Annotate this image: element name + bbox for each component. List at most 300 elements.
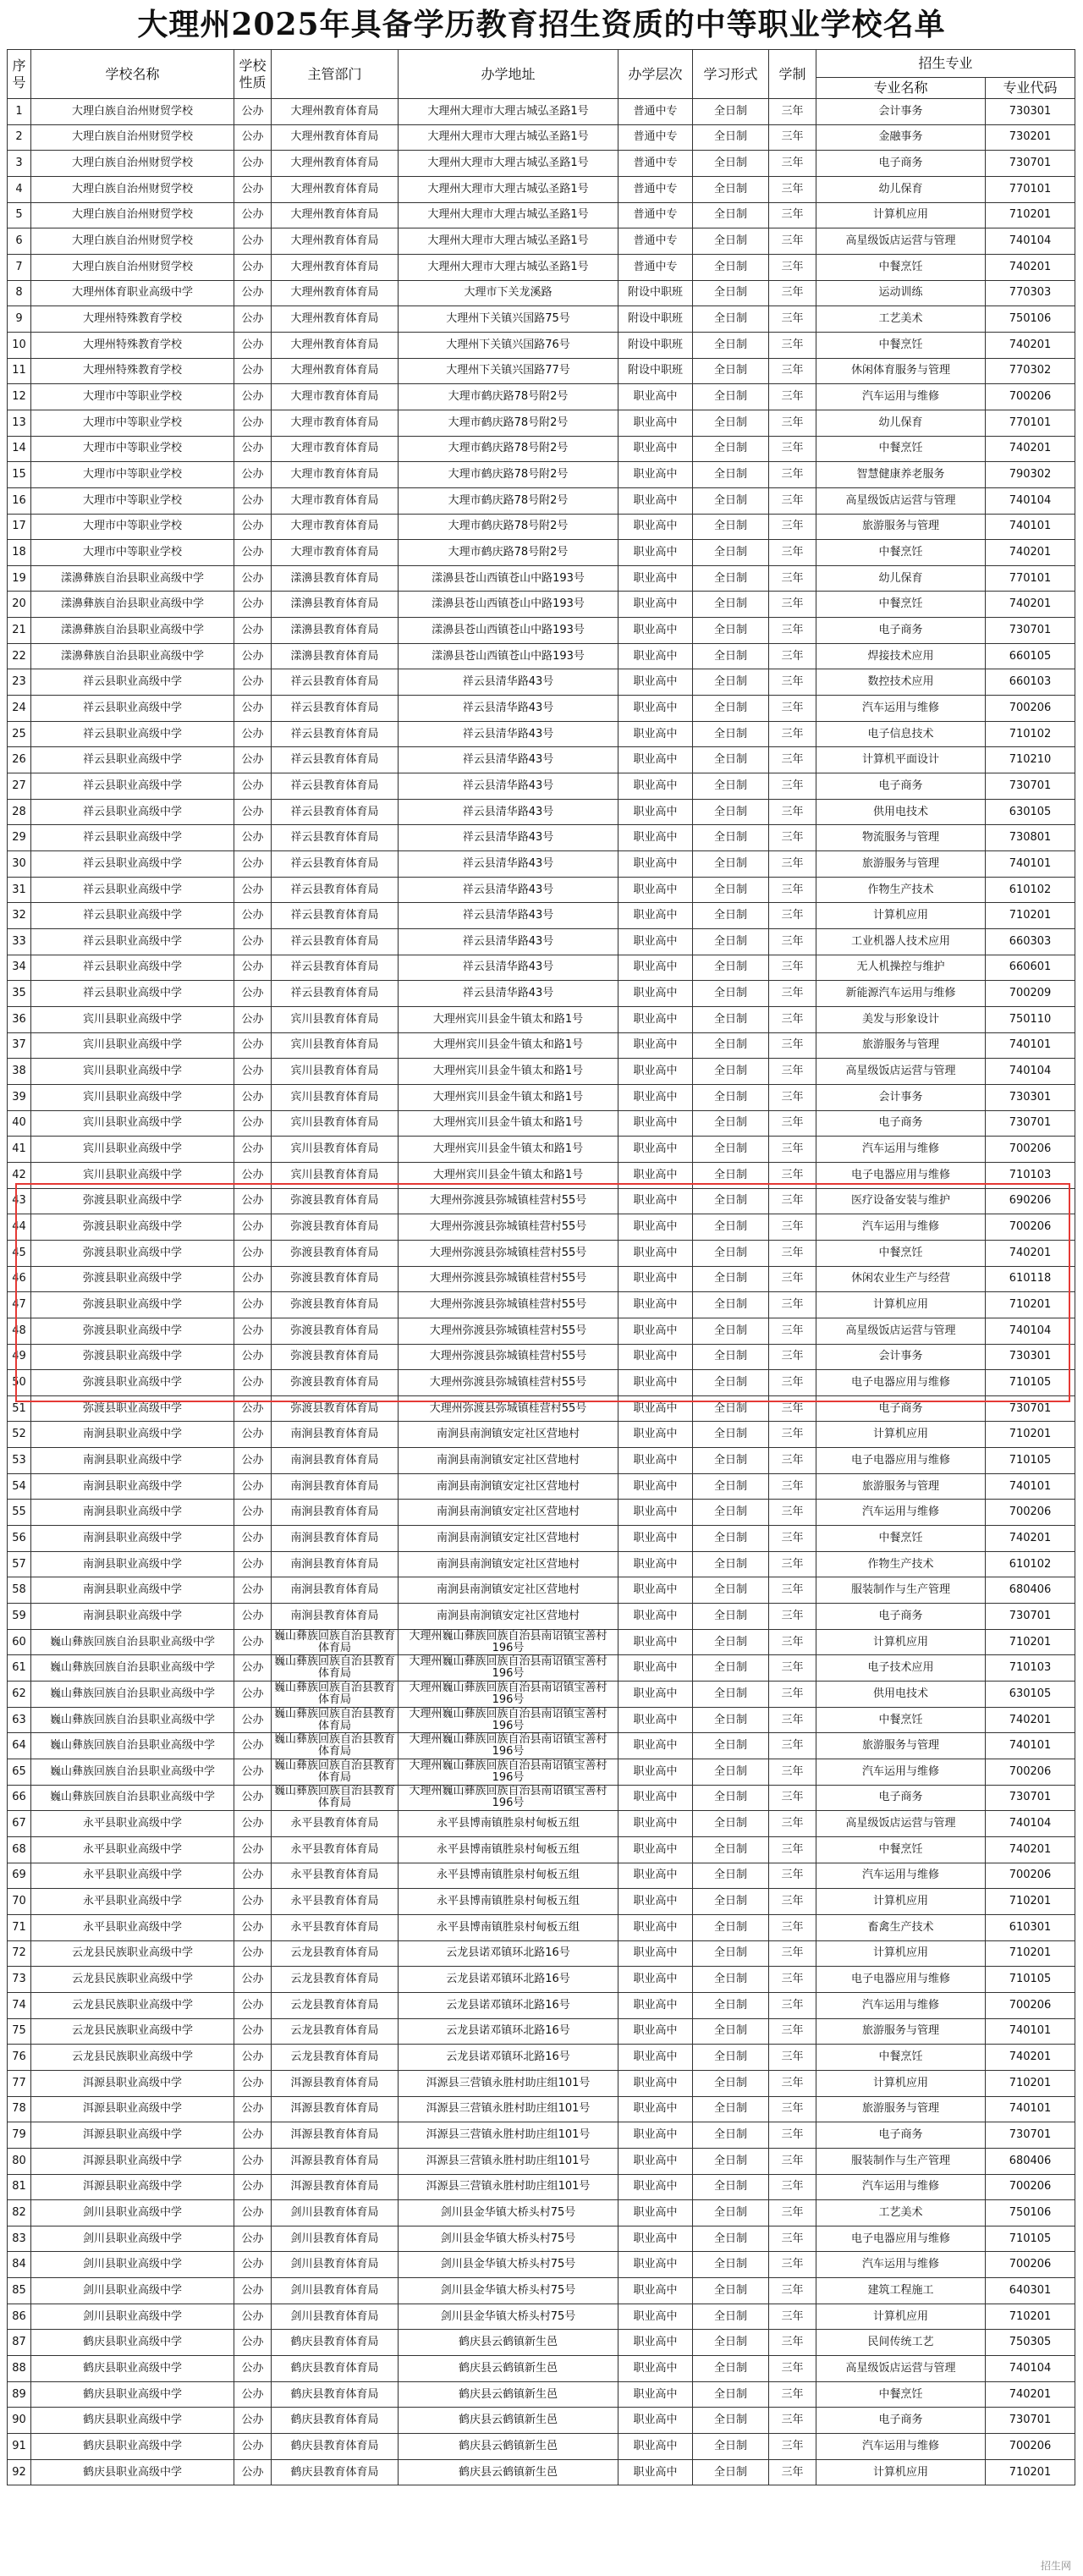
years-cell: 三年 bbox=[769, 851, 816, 878]
seq-cell: 24 bbox=[8, 696, 31, 722]
major-code-cell: 710105 bbox=[986, 1448, 1075, 1474]
level-cell: 职业高中 bbox=[618, 2304, 693, 2330]
dept-cell: 大理州教育体育局 bbox=[272, 358, 399, 384]
seq-cell: 86 bbox=[8, 2304, 31, 2330]
table-row bbox=[8, 1448, 1075, 1474]
major-name-cell: 电子电器应用与维修 bbox=[816, 1370, 986, 1396]
mode-cell: 全日制 bbox=[693, 1422, 769, 1448]
years-cell: 三年 bbox=[769, 773, 816, 800]
major-name-cell: 电子技术应用 bbox=[816, 1655, 986, 1682]
seq-cell: 60 bbox=[8, 1629, 31, 1655]
seq-cell: 42 bbox=[8, 1162, 31, 1188]
school-cell: 祥云县职业高级中学 bbox=[31, 877, 234, 903]
seq-cell: 21 bbox=[8, 618, 31, 644]
address-cell: 祥云县清华路43号 bbox=[399, 721, 618, 747]
mode-cell: 全日制 bbox=[693, 1473, 769, 1500]
major-code-cell: 710105 bbox=[986, 1967, 1075, 1993]
major-name-cell: 高星级饭店运营与管理 bbox=[816, 228, 986, 255]
years-cell: 三年 bbox=[769, 799, 816, 825]
nature-cell: 公办 bbox=[234, 332, 272, 358]
years-cell: 三年 bbox=[769, 955, 816, 981]
dept-cell: 弥渡县教育体育局 bbox=[272, 1344, 399, 1370]
nature-cell: 公办 bbox=[234, 669, 272, 696]
mode-cell: 全日制 bbox=[693, 124, 769, 151]
nature-cell: 公办 bbox=[234, 1604, 272, 1630]
level-cell: 附设中职班 bbox=[618, 306, 693, 333]
major-name-cell: 电子商务 bbox=[816, 2408, 986, 2434]
mode-cell: 全日制 bbox=[693, 1785, 769, 1811]
table-row bbox=[8, 2434, 1075, 2460]
school-cell: 南涧县职业高级中学 bbox=[31, 1551, 234, 1577]
nature-cell: 公办 bbox=[234, 2381, 272, 2408]
nature-cell: 公办 bbox=[234, 1370, 272, 1396]
major-name-cell: 数控技术应用 bbox=[816, 669, 986, 696]
nature-cell: 公办 bbox=[234, 176, 272, 202]
table-row bbox=[8, 124, 1075, 151]
school-cell: 弥渡县职业高级中学 bbox=[31, 1292, 234, 1318]
school-cell: 宾川县职业高级中学 bbox=[31, 1162, 234, 1188]
table-row bbox=[8, 228, 1075, 255]
seq-cell: 17 bbox=[8, 514, 31, 540]
mode-cell: 全日制 bbox=[693, 2070, 769, 2096]
major-name-cell: 电子电器应用与维修 bbox=[816, 1967, 986, 1993]
level-cell: 职业高中 bbox=[618, 1370, 693, 1396]
nature-cell: 公办 bbox=[234, 2459, 272, 2485]
seq-cell: 44 bbox=[8, 1214, 31, 1241]
address-cell: 大理州巍山彝族回族自治县南诏镇宝善村196号 bbox=[399, 1707, 618, 1733]
table-row bbox=[8, 799, 1075, 825]
level-cell: 职业高中 bbox=[618, 1422, 693, 1448]
school-cell: 洱源县职业高级中学 bbox=[31, 2070, 234, 2096]
address-cell: 大理州大理市大理古城弘圣路1号 bbox=[399, 228, 618, 255]
address-cell: 大理州下关镇兴国路76号 bbox=[399, 332, 618, 358]
school-cell: 宾川县职业高级中学 bbox=[31, 1084, 234, 1110]
years-cell: 三年 bbox=[769, 1370, 816, 1396]
table-row bbox=[8, 436, 1075, 462]
mode-cell: 全日制 bbox=[693, 1733, 769, 1759]
level-cell: 职业高中 bbox=[618, 1110, 693, 1137]
seq-cell: 23 bbox=[8, 669, 31, 696]
address-cell: 大理州巍山彝族回族自治县南诏镇宝善村196号 bbox=[399, 1759, 618, 1786]
years-cell: 三年 bbox=[769, 696, 816, 722]
dept-cell: 剑川县教育体育局 bbox=[272, 2304, 399, 2330]
level-cell: 职业高中 bbox=[618, 1836, 693, 1863]
address-cell: 南涧县南涧镇安定社区营地村 bbox=[399, 1604, 618, 1630]
level-cell: 职业高中 bbox=[618, 410, 693, 436]
years-cell: 三年 bbox=[769, 1551, 816, 1577]
address-cell: 祥云县清华路43号 bbox=[399, 696, 618, 722]
address-cell: 洱源县三营镇永胜村助庄组101号 bbox=[399, 2070, 618, 2096]
years-cell: 三年 bbox=[769, 332, 816, 358]
dept-cell: 宾川县教育体育局 bbox=[272, 1084, 399, 1110]
years-cell: 三年 bbox=[769, 1526, 816, 1552]
seq-cell: 68 bbox=[8, 1836, 31, 1863]
dept-cell: 大理市教育体育局 bbox=[272, 540, 399, 566]
seq-cell: 43 bbox=[8, 1188, 31, 1214]
major-code-cell: 700206 bbox=[986, 1214, 1075, 1241]
school-cell: 宾川县职业高级中学 bbox=[31, 1032, 234, 1059]
dept-cell: 祥云县教育体育局 bbox=[272, 955, 399, 981]
major-code-cell: 730701 bbox=[986, 1785, 1075, 1811]
school-cell: 弥渡县职业高级中学 bbox=[31, 1214, 234, 1241]
school-cell: 永平县职业高级中学 bbox=[31, 1914, 234, 1940]
mode-cell: 全日制 bbox=[693, 280, 769, 306]
major-code-cell: 740201 bbox=[986, 2381, 1075, 2408]
major-code-cell: 730701 bbox=[986, 2408, 1075, 2434]
mode-cell: 全日制 bbox=[693, 1992, 769, 2018]
nature-cell: 公办 bbox=[234, 1707, 272, 1733]
years-cell: 三年 bbox=[769, 1836, 816, 1863]
header-school: 学校名称 bbox=[31, 50, 234, 99]
dept-cell: 南涧县教育体育局 bbox=[272, 1422, 399, 1448]
level-cell: 职业高中 bbox=[618, 1733, 693, 1759]
level-cell: 职业高中 bbox=[618, 981, 693, 1007]
nature-cell: 公办 bbox=[234, 929, 272, 955]
years-cell: 三年 bbox=[769, 1863, 816, 1889]
mode-cell: 全日制 bbox=[693, 151, 769, 177]
school-cell: 大理州特殊教育学校 bbox=[31, 358, 234, 384]
major-code-cell: 710105 bbox=[986, 2226, 1075, 2252]
table-row bbox=[8, 2408, 1075, 2434]
school-cell: 南涧县职业高级中学 bbox=[31, 1577, 234, 1604]
major-name-cell: 建筑工程施工 bbox=[816, 2278, 986, 2304]
major-name-cell: 电子电器应用与维修 bbox=[816, 1448, 986, 1474]
address-cell: 南涧县南涧镇安定社区营地村 bbox=[399, 1473, 618, 1500]
major-code-cell: 770303 bbox=[986, 280, 1075, 306]
table-row bbox=[8, 1526, 1075, 1552]
major-name-cell: 会计事务 bbox=[816, 99, 986, 125]
dept-cell: 云龙县教育体育局 bbox=[272, 1940, 399, 1967]
years-cell: 三年 bbox=[769, 903, 816, 929]
mode-cell: 全日制 bbox=[693, 2174, 769, 2200]
seq-cell: 55 bbox=[8, 1500, 31, 1526]
dept-cell: 云龙县教育体育局 bbox=[272, 1967, 399, 1993]
table-row bbox=[8, 1006, 1075, 1032]
nature-cell: 公办 bbox=[234, 1006, 272, 1032]
address-cell: 大理州大理市大理古城弘圣路1号 bbox=[399, 151, 618, 177]
table-row bbox=[8, 2226, 1075, 2252]
dept-cell: 巍山彝族回族自治县教育体育局 bbox=[272, 1759, 399, 1786]
address-cell: 大理市鹤庆路78号附2号 bbox=[399, 487, 618, 514]
nature-cell: 公办 bbox=[234, 592, 272, 618]
major-code-cell: 740101 bbox=[986, 1733, 1075, 1759]
school-cell: 大理白族自治州财贸学校 bbox=[31, 151, 234, 177]
level-cell: 职业高中 bbox=[618, 825, 693, 851]
table-row bbox=[8, 1059, 1075, 1085]
address-cell: 大理州宾川县金牛镇太和路1号 bbox=[399, 1006, 618, 1032]
header-row bbox=[8, 50, 1075, 78]
table-row bbox=[8, 1137, 1075, 1163]
table-row bbox=[8, 1811, 1075, 1837]
school-cell: 南涧县职业高级中学 bbox=[31, 1604, 234, 1630]
seq-cell: 91 bbox=[8, 2434, 31, 2460]
major-name-cell: 汽车运用与维修 bbox=[816, 1500, 986, 1526]
level-cell: 职业高中 bbox=[618, 1940, 693, 1967]
years-cell: 三年 bbox=[769, 1292, 816, 1318]
major-name-cell: 电子商务 bbox=[816, 618, 986, 644]
nature-cell: 公办 bbox=[234, 2122, 272, 2149]
school-cell: 永平县职业高级中学 bbox=[31, 1863, 234, 1889]
address-cell: 大理州宾川县金牛镇太和路1号 bbox=[399, 1032, 618, 1059]
table-row bbox=[8, 721, 1075, 747]
table-row bbox=[8, 280, 1075, 306]
dept-cell: 永平县教育体育局 bbox=[272, 1811, 399, 1837]
address-cell: 大理市鹤庆路78号附2号 bbox=[399, 462, 618, 488]
table-row bbox=[8, 1266, 1075, 1292]
level-cell: 职业高中 bbox=[618, 2278, 693, 2304]
mode-cell: 全日制 bbox=[693, 410, 769, 436]
seq-cell: 87 bbox=[8, 2330, 31, 2356]
major-name-cell: 计算机应用 bbox=[816, 903, 986, 929]
address-cell: 大理市鹤庆路78号附2号 bbox=[399, 514, 618, 540]
dept-cell: 云龙县教育体育局 bbox=[272, 2045, 399, 2071]
table-row bbox=[8, 1422, 1075, 1448]
major-name-cell: 中餐烹饪 bbox=[816, 1240, 986, 1266]
major-code-cell: 740101 bbox=[986, 2096, 1075, 2122]
level-cell: 职业高中 bbox=[618, 1785, 693, 1811]
years-cell: 三年 bbox=[769, 1655, 816, 1682]
table-row bbox=[8, 306, 1075, 333]
school-cell: 南涧县职业高级中学 bbox=[31, 1526, 234, 1552]
years-cell: 三年 bbox=[769, 592, 816, 618]
dept-cell: 南涧县教育体育局 bbox=[272, 1448, 399, 1474]
seq-cell: 84 bbox=[8, 2252, 31, 2278]
school-cell: 云龙县民族职业高级中学 bbox=[31, 2045, 234, 2071]
major-name-cell: 计算机应用 bbox=[816, 1940, 986, 1967]
major-name-cell: 高星级饭店运营与管理 bbox=[816, 2356, 986, 2382]
nature-cell: 公办 bbox=[234, 2434, 272, 2460]
nature-cell: 公办 bbox=[234, 643, 272, 669]
seq-cell: 47 bbox=[8, 1292, 31, 1318]
nature-cell: 公办 bbox=[234, 1059, 272, 1085]
table-row bbox=[8, 2381, 1075, 2408]
major-name-cell: 供用电技术 bbox=[816, 1682, 986, 1708]
mode-cell: 全日制 bbox=[693, 1032, 769, 1059]
table-row bbox=[8, 981, 1075, 1007]
nature-cell: 公办 bbox=[234, 2045, 272, 2071]
page-title: 大理州2025年具备学历教育招生资质的中等职业学校名单 bbox=[137, 7, 946, 42]
dept-cell: 大理州教育体育局 bbox=[272, 306, 399, 333]
level-cell: 职业高中 bbox=[618, 773, 693, 800]
level-cell: 附设中职班 bbox=[618, 358, 693, 384]
level-cell: 职业高中 bbox=[618, 877, 693, 903]
table-row bbox=[8, 1629, 1075, 1655]
major-name-cell: 服装制作与生产管理 bbox=[816, 1577, 986, 1604]
level-cell: 职业高中 bbox=[618, 1395, 693, 1422]
years-cell: 三年 bbox=[769, 2304, 816, 2330]
header-dept: 主管部门 bbox=[272, 50, 399, 99]
major-name-cell: 服装制作与生产管理 bbox=[816, 2148, 986, 2174]
major-code-cell: 750305 bbox=[986, 2330, 1075, 2356]
dept-cell: 南涧县教育体育局 bbox=[272, 1604, 399, 1630]
dept-cell: 大理市教育体育局 bbox=[272, 384, 399, 410]
major-code-cell: 770101 bbox=[986, 565, 1075, 592]
school-cell: 大理白族自治州财贸学校 bbox=[31, 254, 234, 280]
seq-cell: 53 bbox=[8, 1448, 31, 1474]
nature-cell: 公办 bbox=[234, 2408, 272, 2434]
nature-cell: 公办 bbox=[234, 1577, 272, 1604]
seq-cell: 81 bbox=[8, 2174, 31, 2200]
table-row bbox=[8, 176, 1075, 202]
header-years: 学制 bbox=[769, 50, 816, 99]
major-code-cell: 740104 bbox=[986, 228, 1075, 255]
address-cell: 大理市鹤庆路78号附2号 bbox=[399, 410, 618, 436]
table-row bbox=[8, 2070, 1075, 2096]
major-code-cell: 730701 bbox=[986, 1110, 1075, 1137]
major-name-cell: 电子商务 bbox=[816, 1604, 986, 1630]
nature-cell: 公办 bbox=[234, 99, 272, 125]
years-cell: 三年 bbox=[769, 1318, 816, 1344]
seq-cell: 63 bbox=[8, 1707, 31, 1733]
address-cell: 洱源县三营镇永胜村助庄组101号 bbox=[399, 2174, 618, 2200]
seq-cell: 26 bbox=[8, 747, 31, 773]
years-cell: 三年 bbox=[769, 1214, 816, 1241]
school-cell: 云龙县民族职业高级中学 bbox=[31, 1967, 234, 1993]
nature-cell: 公办 bbox=[234, 1526, 272, 1552]
nature-cell: 公办 bbox=[234, 1889, 272, 1915]
major-code-cell: 730701 bbox=[986, 1604, 1075, 1630]
table-row bbox=[8, 1577, 1075, 1604]
address-cell: 大理州宾川县金牛镇太和路1号 bbox=[399, 1162, 618, 1188]
nature-cell: 公办 bbox=[234, 1836, 272, 1863]
level-cell: 职业高中 bbox=[618, 540, 693, 566]
major-name-cell: 电子商务 bbox=[816, 1110, 986, 1137]
table-row bbox=[8, 1940, 1075, 1967]
address-cell: 大理市下关龙溪路 bbox=[399, 280, 618, 306]
address-cell: 大理州大理市大理古城弘圣路1号 bbox=[399, 176, 618, 202]
nature-cell: 公办 bbox=[234, 280, 272, 306]
nature-cell: 公办 bbox=[234, 1811, 272, 1837]
school-cell: 大理市中等职业学校 bbox=[31, 540, 234, 566]
level-cell: 职业高中 bbox=[618, 1604, 693, 1630]
major-code-cell: 710102 bbox=[986, 721, 1075, 747]
table-row bbox=[8, 1707, 1075, 1733]
major-name-cell: 休闲农业生产与经营 bbox=[816, 1266, 986, 1292]
dept-cell: 祥云县教育体育局 bbox=[272, 877, 399, 903]
school-cell: 巍山彝族回族自治县职业高级中学 bbox=[31, 1682, 234, 1708]
seq-cell: 25 bbox=[8, 721, 31, 747]
major-name-cell: 美发与形象设计 bbox=[816, 1006, 986, 1032]
address-cell: 祥云县清华路43号 bbox=[399, 877, 618, 903]
table-row bbox=[8, 1395, 1075, 1422]
table-row bbox=[8, 462, 1075, 488]
major-name-cell: 中餐烹饪 bbox=[816, 1836, 986, 1863]
school-cell: 南涧县职业高级中学 bbox=[31, 1422, 234, 1448]
mode-cell: 全日制 bbox=[693, 384, 769, 410]
level-cell: 普通中专 bbox=[618, 151, 693, 177]
table-row bbox=[8, 618, 1075, 644]
nature-cell: 公办 bbox=[234, 1344, 272, 1370]
seq-cell: 56 bbox=[8, 1526, 31, 1552]
mode-cell: 全日制 bbox=[693, 696, 769, 722]
table-row bbox=[8, 592, 1075, 618]
years-cell: 三年 bbox=[769, 1395, 816, 1422]
major-name-cell: 电子电器应用与维修 bbox=[816, 2226, 986, 2252]
seq-cell: 77 bbox=[8, 2070, 31, 2096]
address-cell: 洱源县三营镇永胜村助庄组101号 bbox=[399, 2122, 618, 2149]
school-cell: 大理市中等职业学校 bbox=[31, 384, 234, 410]
school-cell: 祥云县职业高级中学 bbox=[31, 747, 234, 773]
mode-cell: 全日制 bbox=[693, 2356, 769, 2382]
major-name-cell: 汽车运用与维修 bbox=[816, 1863, 986, 1889]
seq-cell: 40 bbox=[8, 1110, 31, 1137]
address-cell: 大理市鹤庆路78号附2号 bbox=[399, 384, 618, 410]
table-row bbox=[8, 358, 1075, 384]
school-cell: 鹤庆县职业高级中学 bbox=[31, 2459, 234, 2485]
seq-cell: 82 bbox=[8, 2200, 31, 2226]
table-row bbox=[8, 1032, 1075, 1059]
major-code-cell: 710201 bbox=[986, 1940, 1075, 1967]
school-cell: 大理白族自治州财贸学校 bbox=[31, 176, 234, 202]
table-row bbox=[8, 2174, 1075, 2200]
table-row bbox=[8, 2278, 1075, 2304]
dept-cell: 祥云县教育体育局 bbox=[272, 799, 399, 825]
major-code-cell: 740104 bbox=[986, 487, 1075, 514]
nature-cell: 公办 bbox=[234, 1733, 272, 1759]
school-cell: 洱源县职业高级中学 bbox=[31, 2096, 234, 2122]
school-cell: 巍山彝族回族自治县职业高级中学 bbox=[31, 1733, 234, 1759]
table-row bbox=[8, 2096, 1075, 2122]
nature-cell: 公办 bbox=[234, 1240, 272, 1266]
years-cell: 三年 bbox=[769, 1707, 816, 1733]
table-row bbox=[8, 669, 1075, 696]
nature-cell: 公办 bbox=[234, 618, 272, 644]
seq-cell: 41 bbox=[8, 1137, 31, 1163]
address-cell: 大理州大理市大理古城弘圣路1号 bbox=[399, 124, 618, 151]
level-cell: 职业高中 bbox=[618, 1577, 693, 1604]
level-cell: 职业高中 bbox=[618, 1006, 693, 1032]
years-cell: 三年 bbox=[769, 487, 816, 514]
seq-cell: 27 bbox=[8, 773, 31, 800]
table-row bbox=[8, 1318, 1075, 1344]
seq-cell: 39 bbox=[8, 1084, 31, 1110]
address-cell: 剑川县金华镇大桥头村75号 bbox=[399, 2200, 618, 2226]
table-row bbox=[8, 1370, 1075, 1396]
nature-cell: 公办 bbox=[234, 1110, 272, 1137]
header-major-name: 专业名称 bbox=[816, 78, 986, 99]
nature-cell: 公办 bbox=[234, 2096, 272, 2122]
level-cell: 职业高中 bbox=[618, 2252, 693, 2278]
school-cell: 祥云县职业高级中学 bbox=[31, 825, 234, 851]
school-cell: 南涧县职业高级中学 bbox=[31, 1448, 234, 1474]
major-name-cell: 运动训练 bbox=[816, 280, 986, 306]
mode-cell: 全日制 bbox=[693, 176, 769, 202]
nature-cell: 公办 bbox=[234, 1992, 272, 2018]
dept-cell: 南涧县教育体育局 bbox=[272, 1473, 399, 1500]
mode-cell: 全日制 bbox=[693, 1577, 769, 1604]
dept-cell: 剑川县教育体育局 bbox=[272, 2200, 399, 2226]
seq-cell: 16 bbox=[8, 487, 31, 514]
table-row bbox=[8, 2330, 1075, 2356]
dept-cell: 巍山彝族回族自治县教育体育局 bbox=[272, 1707, 399, 1733]
dept-cell: 大理市教育体育局 bbox=[272, 436, 399, 462]
table-row bbox=[8, 1836, 1075, 1863]
level-cell: 职业高中 bbox=[618, 462, 693, 488]
school-cell: 弥渡县职业高级中学 bbox=[31, 1240, 234, 1266]
major-name-cell: 工业机器人技术应用 bbox=[816, 929, 986, 955]
school-cell: 永平县职业高级中学 bbox=[31, 1889, 234, 1915]
level-cell: 职业高中 bbox=[618, 1137, 693, 1163]
years-cell: 三年 bbox=[769, 2096, 816, 2122]
major-name-cell: 计算机应用 bbox=[816, 202, 986, 228]
school-cell: 南涧县职业高级中学 bbox=[31, 1500, 234, 1526]
school-cell: 永平县职业高级中学 bbox=[31, 1836, 234, 1863]
major-code-cell: 790302 bbox=[986, 462, 1075, 488]
school-cell: 祥云县职业高级中学 bbox=[31, 696, 234, 722]
address-cell: 云龙县诺邓镇环北路16号 bbox=[399, 1967, 618, 1993]
school-cell: 弥渡县职业高级中学 bbox=[31, 1266, 234, 1292]
nature-cell: 公办 bbox=[234, 306, 272, 333]
